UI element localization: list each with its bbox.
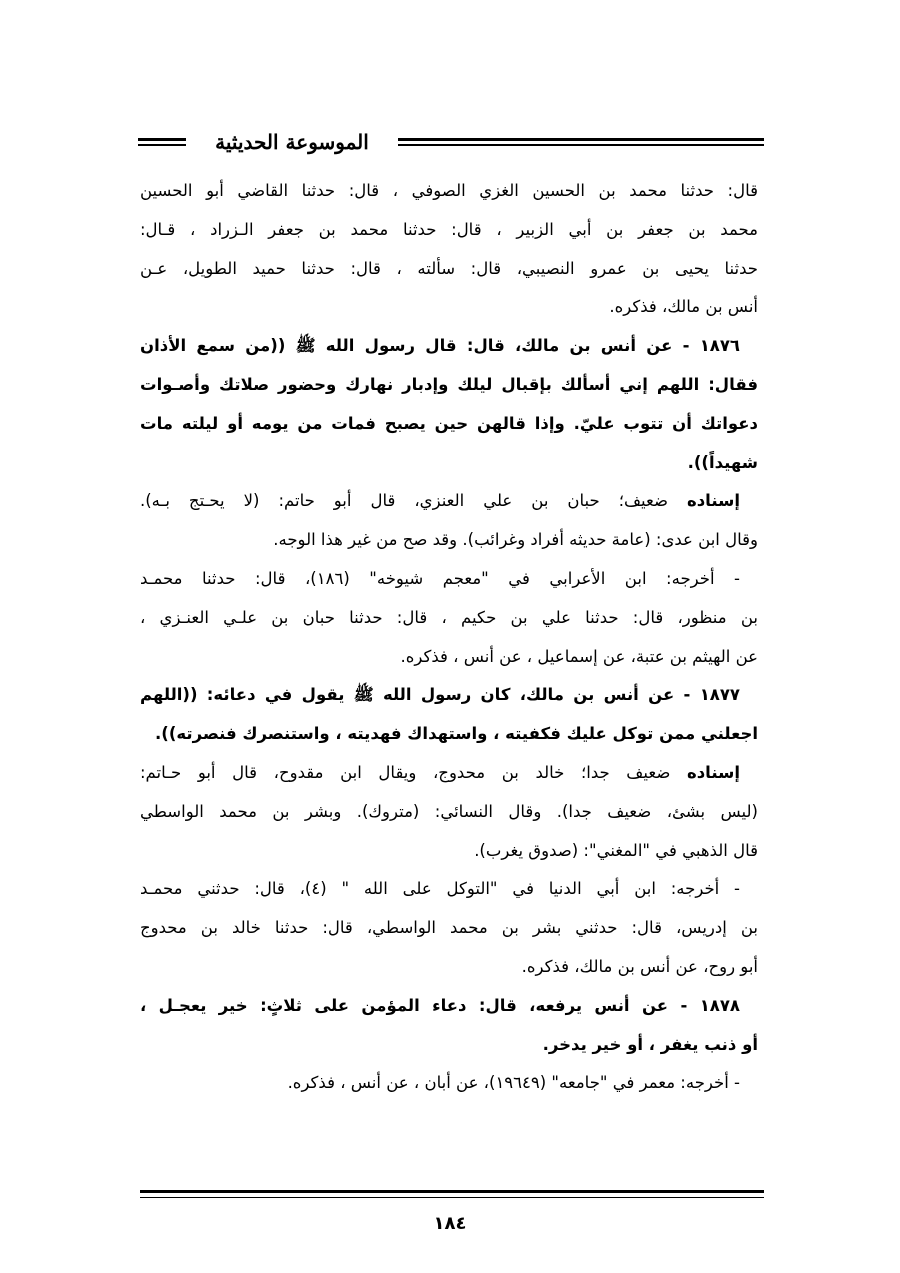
footer-rule — [140, 1197, 764, 1198]
header-title: الموسوعة الحديثية — [215, 130, 369, 154]
isnad-label: إسناده — [686, 762, 740, 782]
text-line: حدثنا يحيى بن عمرو النصيبي، قال: سألته ، قال: حدثنا حميد الطويل، عـن — [140, 258, 758, 278]
hadith-1876-line: فقال: اللهم إني أسألك بإقبال ليلك وإدبار نهارك وحضور صلاتك وأصـوات — [140, 374, 758, 394]
text-line: أبو روح، عن أنس بن مالك، فذكره. — [521, 956, 758, 976]
text-line: أنس بن مالك، فذكره. — [609, 297, 758, 317]
text-line: (ليس بشئ، ضعيف جدا). وقال النسائي: (متروك). وبشر بن محمد الواسطي — [140, 801, 758, 821]
isnad-label: إسناده — [686, 491, 740, 511]
grading-text: ضعيف؛ حبان بن علي العنزي، قال أبو حاتم: (لا يحـتج بـه). — [140, 491, 668, 511]
text-line: عن الهيثم بن عتبة، عن إسماعيل ، عن أنس ، فذكره. — [400, 646, 758, 666]
hadith-1877-line: اجعلني ممن توكل عليك فكفيته ، واستهداك فهديته ، واستنصرك فنصرته)). — [155, 724, 758, 744]
page-header — [138, 124, 764, 164]
text-line: قال: حدثنا محمد بن الحسين الغزي الصوفي ، قال: حدثنا القاضي أبو الحسين — [140, 181, 758, 200]
hadith-1876-line: شهيداً)). — [687, 452, 758, 472]
text-line: بن منظور، قال: حدثنا علي بن حكيم ، قال: حدثنا حبان بن علـي العنـزي ، — [140, 607, 758, 627]
page-number: ١٨٤ — [433, 1213, 467, 1234]
hadith-1878-line: ١٨٧٨ - عن أنس يرفعه، قال: دعاء المؤمن على ثلاثٍ: خير يعجـل ، — [140, 995, 740, 1015]
hadith-1878-line: أو ذنب يغفر ، أو خير يدخر. — [542, 1034, 758, 1054]
hadith-1876-line: ١٨٧٦ - عن أنس بن مالك، قال: قال رسول الله ﷺ ((من سمع الأذان — [140, 336, 740, 356]
text-line: قال الذهبي في "المغني": (صدوق يغرب). — [474, 840, 758, 860]
grading-text: ضعيف جدا؛ خالد بن محدوج، ويقال ابن مقدوح، قال أبو حـاتم: — [140, 762, 671, 782]
header-rule — [138, 138, 186, 141]
grading-line — [140, 754, 758, 793]
text-line: محمد بن جعفر بن أبي الزبير ، قال: حدثنا محمد بن جعفر الـزراد ، قـال: — [140, 219, 758, 239]
page-body — [140, 172, 758, 1103]
hadith-1876-line: دعواتك أن تتوب عليّ. وإذا قالهن حين يصبح فمات من يومه أو ليلته مات — [140, 413, 758, 433]
takhrij-line: - أخرجه: ابن أبي الدنيا في "التوكل على الله " (٤)، قال: حدثني محمـد — [140, 879, 740, 899]
takhrij-line: - أخرجه: ابن الأعرابي في "معجم شيوخه" (١٨٦)، قال: حدثنا محمـد — [140, 568, 740, 588]
header-rule — [398, 144, 764, 146]
text-line: بن إدريس، قال: حدثني بشر بن محمد الواسطي، قال: حدثنا خالد بن محدوج — [140, 918, 758, 938]
footer-rule — [140, 1190, 764, 1193]
header-rule — [138, 144, 186, 146]
text-line: وقال ابن عدى: (عامة حديثه أفراد وغرائب). وقد صح من غير هذا الوجه. — [273, 530, 758, 550]
hadith-1877-line: ١٨٧٧ - عن أنس بن مالك، كان رسول الله ﷺ يقول في دعائه: ((اللهم — [140, 685, 740, 705]
header-rule — [398, 138, 764, 141]
takhrij-line: - أخرجه: معمر في "جامعه" (١٩٦٤٩)، عن أبان ، عن أنس ، فذكره. — [287, 1073, 740, 1093]
grading-line — [140, 482, 758, 521]
